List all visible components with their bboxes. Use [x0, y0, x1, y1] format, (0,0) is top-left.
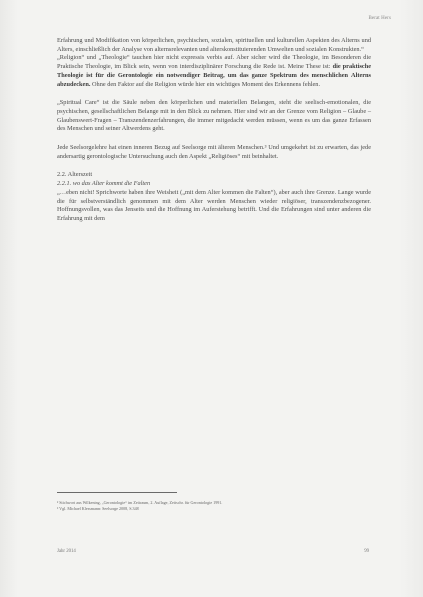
text-line: sein, wenn von interdisziplinärer Forschung die Rede ist. Meine These ist: — [138, 63, 331, 71]
footnote: ³ Vgl. Michael Klessmann: Seelsorge 2008, S.348 — [57, 506, 139, 512]
running-header: Berat Hers — [368, 16, 391, 21]
text-line: „Religion“ und „Theologie“ tauchen hier nicht expressis verbis auf. Aber — [57, 54, 249, 62]
text-line: Jede Seelsorgelehre hat einen inneren Bezug auf Seelsorge mit älteren — [57, 144, 236, 152]
text-line: Analyse von alternsrelevanten und alterskonstituierenden Umwelten und — [121, 45, 305, 53]
text-line: spirituellen und kulturellen Aspekten des Alterns und Alters, einschließlich der — [57, 37, 372, 53]
text-line: genommen mit dem Alter werden Menschen wieder religiöser, — [130, 197, 307, 205]
footnotes — [57, 500, 371, 512]
page-number: 99 — [364, 549, 369, 554]
paragraph-gap — [57, 161, 371, 171]
footer-date: Jahr 2014 — [57, 549, 76, 554]
text-line: „Spiritual Care“ ist die Säule neben den körperlichen und materiellen — [57, 99, 248, 107]
thesis-line: Alterns abzudecken. — [57, 71, 371, 88]
text-line: sozialen Konstrukten.“ — [306, 45, 364, 53]
text-line: Belangen, steht die seelisch-emotionalen, die psychischen, gesellschaftlichen — [57, 99, 371, 115]
paragraph-3 — [57, 99, 371, 134]
subsection-heading: 2.2.1. wo das Alter kommt die Falten — [57, 180, 151, 188]
footnote-divider — [57, 492, 177, 493]
text-line: sicher wird die Theologie, im Besonderen die Praktische Theologie, im Blick — [57, 54, 371, 71]
text-line: immer mitgedacht werden müssen, wenn es um das ganze Erfassen des — [57, 116, 371, 133]
thesis-line: notwendiger Beitrag, um das ganze Spektrum des menschlichen — [166, 71, 349, 79]
section-heading: 2.2. Alterszeit — [57, 171, 93, 179]
paragraph-5 — [57, 189, 371, 224]
text-line: Ohne den Faktor auf die Religion würde hier ein — [90, 80, 215, 88]
thesis-line: die praktische Theologie ist für die Gerontologie ein — [57, 63, 372, 79]
text-line: Menschen und seiner Altwerdens geht. — [66, 125, 165, 133]
text-line: Religion – Glaube – Glaubenswert-Fragen – Transzendenzerfahrungen, die — [57, 107, 371, 124]
paragraph-gap — [57, 134, 371, 144]
main-text — [57, 37, 371, 224]
text-line: wichtiges Moment des Erkennens fehlen. — [215, 80, 321, 88]
paragraph-2 — [57, 54, 371, 89]
text-line: Erfahrung und Modifikation von körperlichen, psychischen, sozialen, — [57, 37, 234, 44]
text-line: Falten“), aber auch ihre Grenze. Lange wurde die für selbstverständlich — [57, 188, 371, 205]
paragraph-gap — [57, 89, 371, 99]
text-line: transzendenzbezogener. Hoffnungsvollen, was das Jenseits und die Hoffnung im — [57, 197, 371, 214]
text-line: Auferstehung betrifft. Und die Erfahrungen sind unter anderen die Erfahrung mit dem — [57, 206, 371, 222]
text-line: Belange mit in den Blick zu nehmen. Hier sind wir an der Grenze vom — [137, 107, 318, 115]
paragraph-4 — [57, 144, 371, 161]
paragraph-1 — [57, 37, 371, 54]
text-line: Menschen.³ Und umgekehrt ist zu erwarten, das jede andersartig — [57, 144, 371, 160]
footnote: ² Stichwort aus Wilkening, „Gerontologie“ im Zeitraum, 2. Auflage, Zeitschr. für Gerontologie 1991. — [57, 500, 223, 505]
text-line: „…eben nicht! Sprichworte haben ihre Weisheit („mit dem Alter kommen die — [57, 188, 254, 196]
text-line: gerontologische Untersuchung auch den Aspekt „Religiöses“ mit beinhaltet. — [86, 152, 279, 160]
